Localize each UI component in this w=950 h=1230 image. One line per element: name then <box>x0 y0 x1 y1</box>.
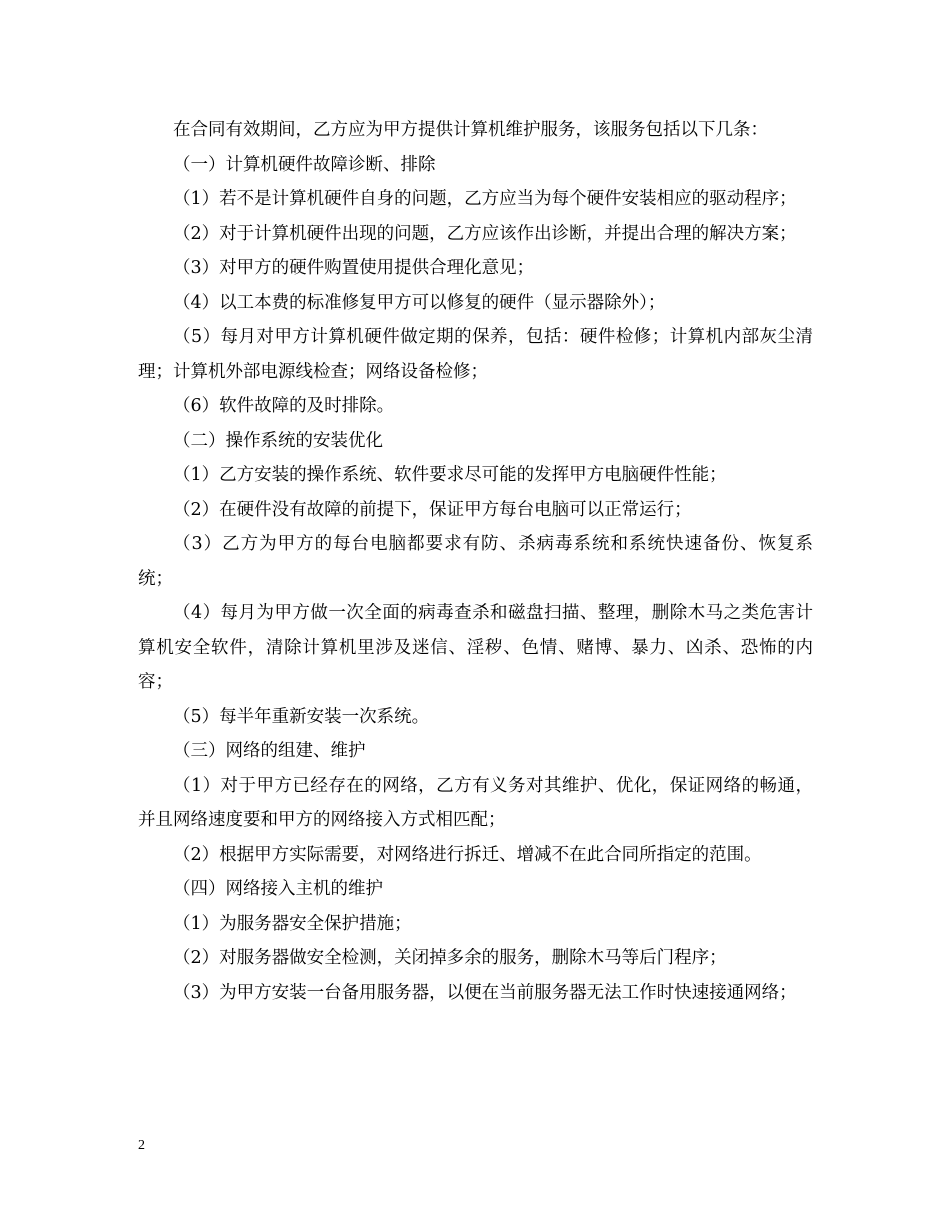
paragraph-intro: 在合同有效期间，乙方应为甲方提供计算机维护服务，该服务包括以下几条： <box>173 120 768 140</box>
paragraph-host-2: （2）对服务器做安全检测，关闭掉多余的服务，删除木马等后门程序； <box>173 948 727 968</box>
paragraph-network-2: （2）根据甲方实际需要，对网络进行拆迁、增减不在此合同所指定的范围。 <box>173 844 762 865</box>
paragraph-hardware-2: （2）对于计算机硬件出现的问题，乙方应该作出诊断，并提出合理的解决方案； <box>173 223 797 244</box>
paragraph-os-4: （4）每月为甲方做一次全面的病毒查杀和磁盘扫描、整理，删除木马之类危害计算机安全软件，清除计算机里涉及迷信、淫秽、色情、赌博、暴力、凶杀、恐怖的内容； <box>138 603 813 692</box>
paragraph-host-1: （1）为服务器安全保护措施； <box>173 913 412 934</box>
page-number: 2 <box>138 1138 145 1153</box>
document-body <box>138 113 813 1010</box>
paragraph-os-5: （5）每半年重新安装一次系统。 <box>173 706 430 727</box>
section-heading-hardware: （一）计算机硬件故障诊断、排除 <box>173 154 436 175</box>
paragraph-hardware-3: （3）对甲方的硬件购置使用提供合理化意见； <box>173 258 535 278</box>
paragraph-hardware-1: （1）若不是计算机硬件自身的问题，乙方应当为每个硬件安装相应的驱动程序； <box>173 189 797 209</box>
paragraph-hardware-4: （4）以工本费的标准修复甲方可以修复的硬件（显示器除外）； <box>173 292 666 313</box>
section-heading-os: （二）操作系统的安装优化 <box>173 430 383 451</box>
paragraph-os-2: （2）在硬件没有故障的前提下，保证甲方每台电脑可以正常运行； <box>173 499 692 520</box>
paragraph-host-3: （3）为甲方安装一台备用服务器，以便在当前服务器无法工作时快速接通网络； <box>173 982 797 1003</box>
paragraph-hardware-6: （6）软件故障的及时排除。 <box>173 396 395 416</box>
paragraph-os-1: （1）乙方安装的操作系统、软件要求尽可能的发挥甲方电脑硬件性能； <box>173 465 727 485</box>
paragraph-network-1: （1）对于甲方已经存在的网络，乙方有义务对其维护、优化，保证网络的畅通，并且网络速度要和甲方的网络接入方式相匹配； <box>138 775 813 830</box>
section-heading-network: （三）网络的组建、维护 <box>173 741 366 761</box>
paragraph-os-3: （3）乙方为甲方的每台电脑都要求有防、杀病毒系统和系统快速备份、恢复系统； <box>138 534 813 589</box>
paragraph-hardware-5: （5）每月对甲方计算机硬件做定期的保养，包括：硬件检修；计算机内部灰尘清理；计算机外部电源线检查；网络设备检修； <box>138 327 813 382</box>
section-heading-host: （四）网络接入主机的维护 <box>173 879 383 899</box>
